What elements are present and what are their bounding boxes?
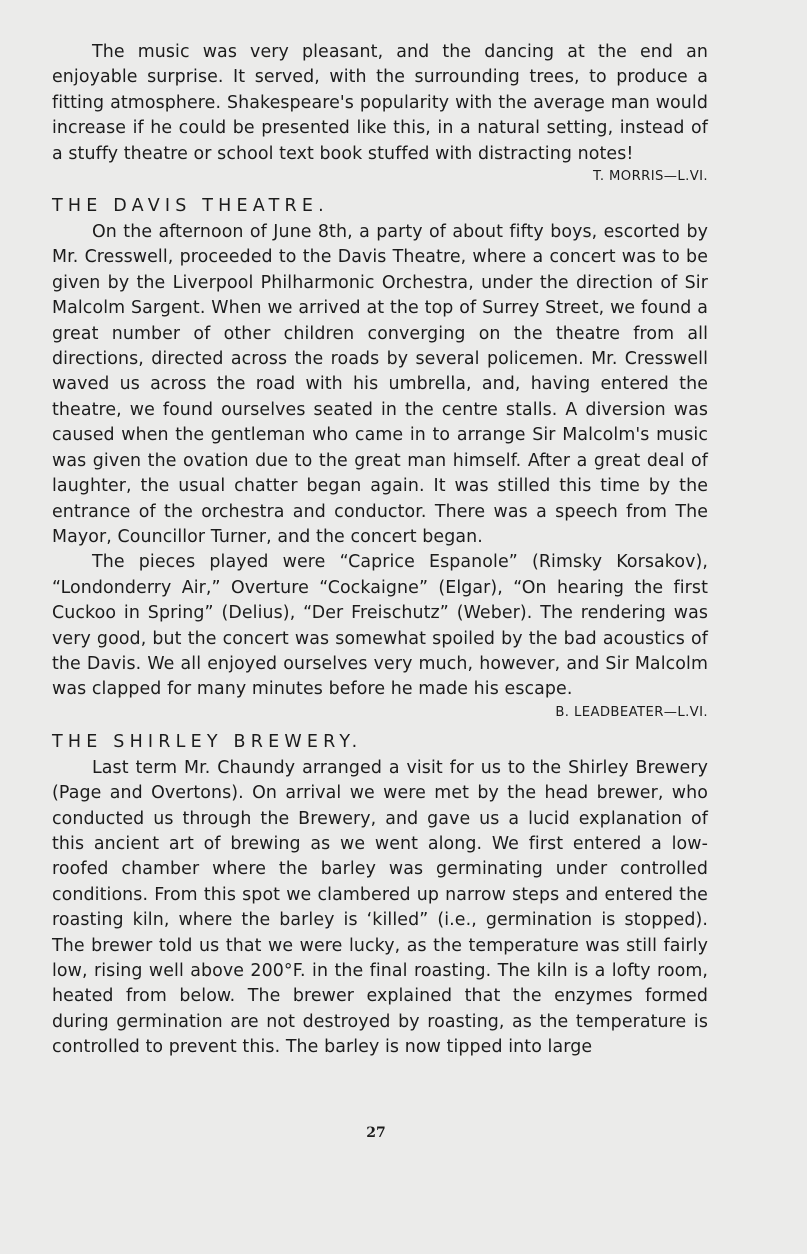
paragraph: The pieces played were “Caprice Espanole” (Rimsky Korsakov), “Londonderry Air,” Overture “Cockaigne” (Elgar), “On hearing the first Cuckoo in Spring” (Delius), “Der Freischutz” (Weber). The rendering was very good, but the concert was somewhat spoiled by the bad acoustics of the Davis. We all enjoyed ourselves very much, however, and Sir Malcolm was clapped for many minutes before he made his escape. (52, 552, 708, 700)
paragraph: On the afternoon of June 8th, a party of about fifty boys, escorted by Mr. Cresswell, proceeded to the Davis Theatre, where a concert was to be given by the Liverpool Philharmonic Orchestra, under the direction of Sir Malcolm Sargent. When we arrived at the top of Surrey Street, we found a great number of other children converging on the theatre from all directions, directed across the roads by several policemen. Mr. Cresswell waved us across the road with his umbrella, and, having entered the theatre, we found ourselves seated in the centre stalls. A diversion was caused when the gentleman who came in to arrange Sir Malcolm's music was given the ovation due to the great man himself. After a great deal of laughter, the usual chatter began again. It was stilled this time by the entrance of the orchestra and conductor. There was a speech from The Mayor, Councillor Turner, and the concert began. (52, 222, 708, 547)
section-heading: THE DAVIS THEATRE. (52, 196, 329, 217)
page-body (52, 40, 708, 1061)
section-heading: THE SHIRLEY BREWERY. (52, 731, 363, 752)
author-signature: T. MORRIS—L.VI. (592, 169, 708, 185)
author-signature: B. LEADBEATER—L.VI. (555, 704, 708, 720)
paragraph: The music was very pleasant, and the dancing at the end an enjoyable surprise. It served, with the surrounding trees, to produce a fitting atmosphere. Shakespeare's popularity with the average man would increase if he could be presented like this, in a natural setting, instead of a stuffy theatre or school text book stuffed with distracting notes! (52, 42, 708, 164)
paragraph: Last term Mr. Chaundy arranged a visit for us to the Shirley Brewery (Page and Overtons). On arrival we were met by the head brewer, who conducted us through the Brewery, and gave us a lucid explanation of this ancient art of brewing as we went along. We first entered a low-roofed chamber where the barley was germinating under controlled conditions. From this spot we clambered up narrow steps and entered the roasting kiln, where the barley is ‘killed” (i.e., germination is stopped). The brewer told us that we were lucky, as the temperature was still fairly low, rising well above 200°F. in the final roasting. The kiln is a lofty room, heated from below. The brewer explained that the enzymes formed during germination are not destroyed by roasting, as the temperature is controlled to prevent this. The barley is now tipped into large (52, 757, 708, 1058)
page-number: 27 (366, 1125, 386, 1141)
